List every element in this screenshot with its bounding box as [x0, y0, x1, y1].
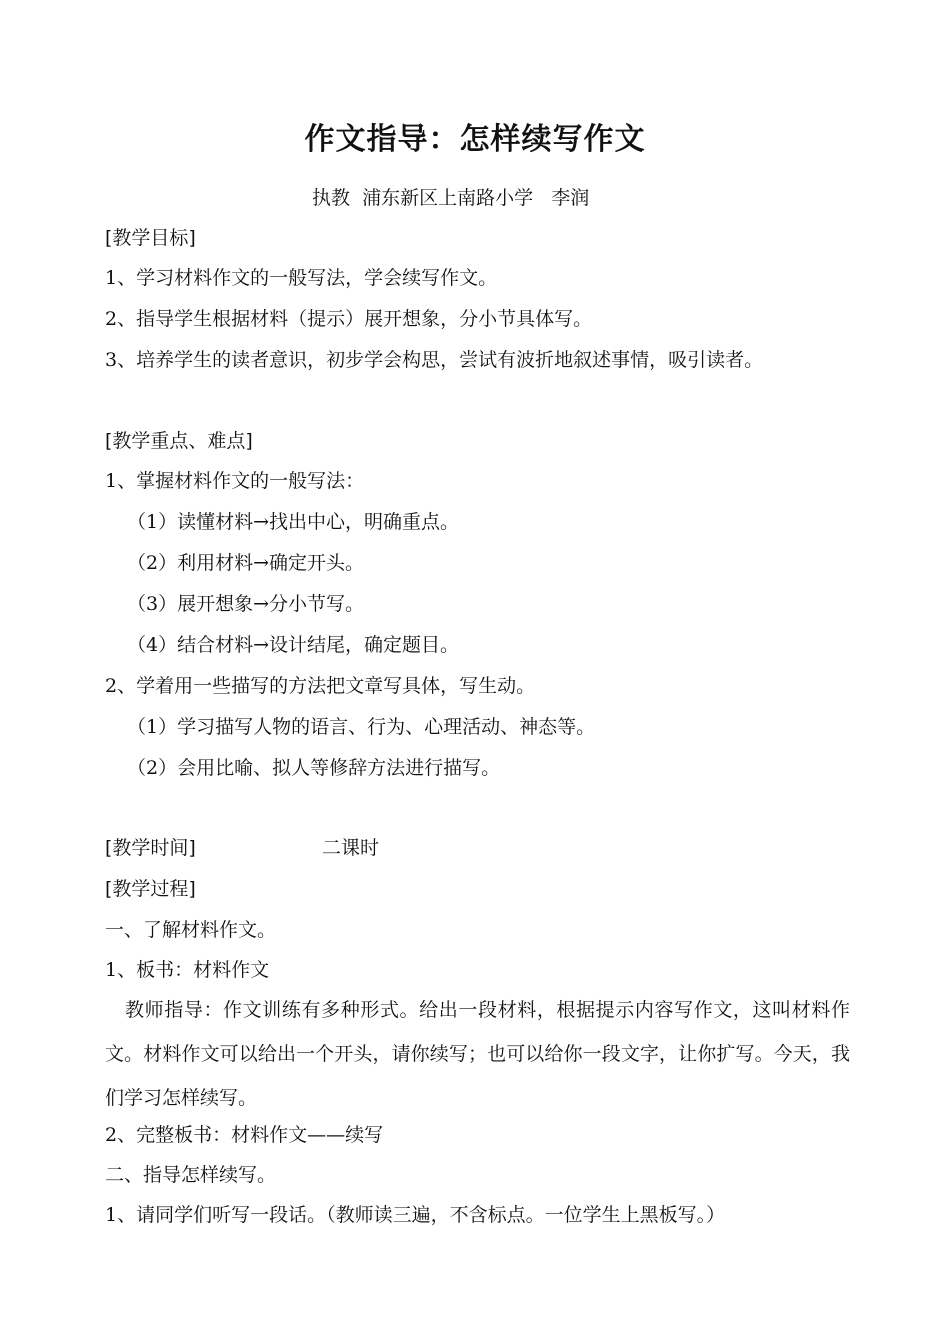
time-heading: [教学时间]	[105, 837, 196, 859]
goal-item-3: 3、培养学生的读者意识，初步学会构思，尝试有波折地叙述事情，吸引读者。	[105, 349, 764, 371]
key-point-item-1: 1、掌握材料作文的一般写法：	[105, 470, 365, 492]
key-points-heading: [教学重点、难点]	[105, 430, 253, 452]
goal-item-2: 2、指导学生根据材料（提示）展开想象，分小节具体写。	[105, 308, 593, 330]
byline: 执教 浦东新区上南路小学 李润	[312, 187, 590, 209]
key-point-sub-2: （2）利用材料→确定开头。	[127, 552, 365, 574]
process-step-2: 二、指导怎样续写。	[105, 1164, 277, 1186]
key-point-sub-1: （1）读懂材料→找出中心，明确重点。	[127, 511, 460, 533]
process-step-1-item-2: 2、完整板书：材料作文——续写	[105, 1124, 384, 1146]
key-point-sub-5: （1）学习描写人物的语言、行为、心理活动、神态等。	[127, 716, 596, 738]
key-point-sub-6: （2）会用比喻、拟人等修辞方法进行描写。	[127, 757, 501, 779]
goals-heading: [教学目标]	[105, 227, 196, 249]
time-value: 二课时	[322, 837, 380, 859]
process-step-1: 一、了解材料作文。	[105, 919, 277, 941]
process-step-2-item-1: 1、请同学们听写一段话。（教师读三遍，不含标点。一位学生上黑板写。）	[105, 1204, 726, 1226]
key-point-item-2: 2、学着用一些描写的方法把文章写具体，写生动。	[105, 675, 536, 697]
key-point-sub-3: （3）展开想象→分小节写。	[127, 593, 365, 615]
process-heading: [教学过程]	[105, 878, 196, 900]
key-point-sub-4: （4）结合材料→设计结尾，确定题目。	[127, 634, 460, 656]
document-title: 作文指导：怎样续写作文	[304, 122, 646, 157]
teacher-guide-paragraph: 教师指导：作文训练有多种形式。给出一段材料，根据提示内容写作文，这叫材料作文。材料作文可以给出一个开头，请你续写；也可以给你一段文字，让你扩写。今天，我们学习怎样续写。	[105, 999, 850, 1109]
goal-item-1: 1、学习材料作文的一般写法，学会续写作文。	[105, 267, 498, 289]
process-step-1-item-1: 1、板书：材料作文	[105, 959, 270, 981]
